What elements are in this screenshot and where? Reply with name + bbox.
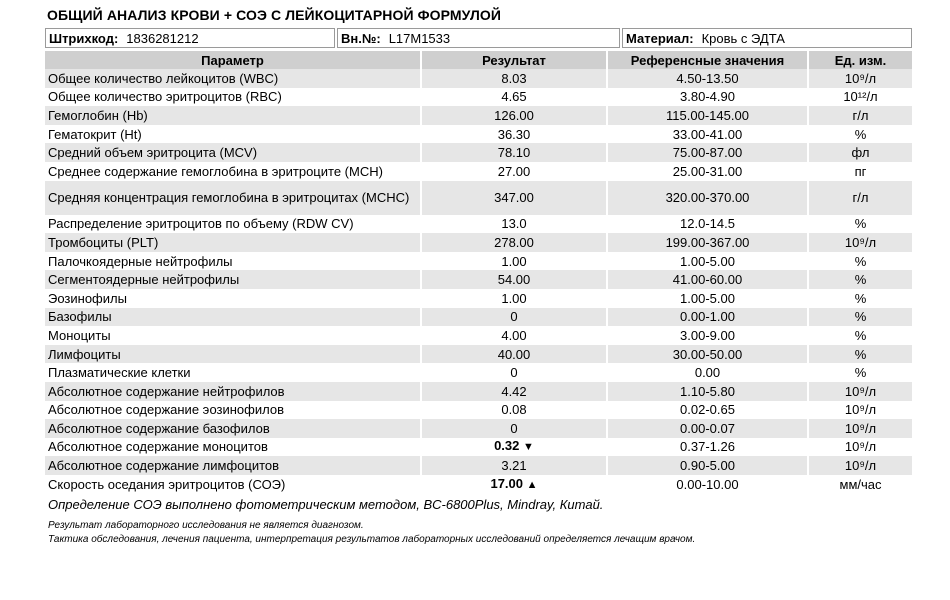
cell-ref: 0.37-1.26: [607, 438, 808, 457]
cell-unit: г/л: [808, 106, 912, 125]
table-row: [45, 419, 912, 438]
cell-param: Среднее содержание гемоглобина в эритроците (MCH): [45, 162, 421, 181]
cell-param: Средняя концентрация гемоглобина в эритроцитах (MCHC): [45, 181, 421, 215]
disclaimer-diagnosis: Результат лабораторного исследования не является диагнозом.: [48, 520, 364, 531]
cell-unit: %: [808, 270, 912, 289]
table-row: [45, 143, 912, 162]
table-row: [45, 345, 912, 364]
cell-param: Общее количество эритроцитов (RBC): [45, 88, 421, 107]
cell-param: Сегментоядерные нейтрофилы: [45, 270, 421, 289]
material-field: [622, 28, 912, 48]
table-row: [45, 252, 912, 271]
cell-unit: г/л: [808, 181, 912, 215]
cell-ref: 41.00-60.00: [607, 270, 808, 289]
arrow-up-icon: ▲: [526, 478, 538, 491]
cell-unit: 10⁹/л: [808, 69, 912, 88]
cell-result: 40.00: [421, 345, 607, 364]
cell-param: Абсолютное содержание базофилов: [45, 419, 421, 438]
column-header-param: Параметр: [45, 51, 421, 69]
cell-ref: 0.00-10.00: [607, 475, 808, 494]
cell-result: 1.00: [421, 289, 607, 308]
table-row: [45, 106, 912, 125]
cell-ref: 0.00: [607, 363, 808, 382]
cell-unit: %: [808, 125, 912, 144]
table-row: [45, 382, 912, 401]
column-header-ref: Референсные значения: [607, 51, 808, 69]
method-note: Определение СОЭ выполнено фотометрическим методом, BC-6800Plus, Mindray, Китай.: [48, 497, 604, 512]
cell-result: 36.30: [421, 125, 607, 144]
barcode-field: [45, 28, 335, 48]
cell-result: 27.00: [421, 162, 607, 181]
cell-result: 0.08: [421, 401, 607, 420]
cell-unit: 10⁹/л: [808, 401, 912, 420]
cell-result: 0: [421, 419, 607, 438]
cell-ref: 75.00-87.00: [607, 143, 808, 162]
cell-result: 8.03: [421, 69, 607, 88]
table-header-row: [45, 51, 912, 69]
cell-unit: %: [808, 215, 912, 234]
table-row: [45, 308, 912, 327]
table-row: [45, 363, 912, 382]
cell-result: 4.42: [421, 382, 607, 401]
cell-unit: 10⁹/л: [808, 382, 912, 401]
table-row: [45, 215, 912, 234]
cell-param: Палочкоядерные нейтрофилы: [45, 252, 421, 271]
cell-result: 278.00: [421, 233, 607, 252]
cell-unit: 10⁹/л: [808, 438, 912, 457]
cell-param: Моноциты: [45, 326, 421, 345]
cell-ref: 320.00-370.00: [607, 181, 808, 215]
cell-ref: 1.00-5.00: [607, 252, 808, 271]
cell-param: Гематокрит (Ht): [45, 125, 421, 144]
table-row: [45, 456, 912, 475]
material-value: Кровь с ЭДТА: [701, 31, 785, 46]
cell-param: Лимфоциты: [45, 345, 421, 364]
cell-unit: %: [808, 363, 912, 382]
cell-ref: 115.00-145.00: [607, 106, 808, 125]
internal-number-label: Вн.№:: [341, 31, 381, 46]
cell-unit: мм/час: [808, 475, 912, 494]
cell-ref: 0.90-5.00: [607, 456, 808, 475]
cell-result: 54.00: [421, 270, 607, 289]
cell-ref: 3.00-9.00: [607, 326, 808, 345]
cell-ref: 4.50-13.50: [607, 69, 808, 88]
cell-ref: 0.00-1.00: [607, 308, 808, 327]
table-row: [45, 475, 912, 494]
cell-ref: 199.00-367.00: [607, 233, 808, 252]
cell-unit: 10⁹/л: [808, 456, 912, 475]
table-row: [45, 233, 912, 252]
table-row: [45, 69, 912, 88]
barcode-label: Штрихкод:: [49, 31, 119, 46]
cell-unit: 10¹²/л: [808, 88, 912, 107]
cell-unit: %: [808, 345, 912, 364]
cell-result: 4.00: [421, 326, 607, 345]
cell-param: Эозинофилы: [45, 289, 421, 308]
table-row: [45, 401, 912, 420]
table-row: [45, 181, 912, 215]
internal-number-field: [337, 28, 620, 48]
cell-ref: 0.02-0.65: [607, 401, 808, 420]
cell-param: Абсолютное содержание эозинофилов: [45, 401, 421, 420]
cell-unit: 10⁹/л: [808, 419, 912, 438]
cell-result: 0: [421, 363, 607, 382]
cell-result: 347.00: [421, 181, 607, 215]
cell-unit: 10⁹/л: [808, 233, 912, 252]
cell-ref: 33.00-41.00: [607, 125, 808, 144]
cell-result: 78.10: [421, 143, 607, 162]
cell-result: 0: [421, 308, 607, 327]
cell-ref: 3.80-4.90: [607, 88, 808, 107]
cell-result: 3.21: [421, 456, 607, 475]
cell-param: Скорость оседания эритроцитов (СОЭ): [45, 475, 421, 494]
result-value: 17.00: [490, 475, 524, 491]
column-header-result: Результат: [421, 51, 607, 69]
internal-number-value: L17M1533: [388, 31, 451, 46]
cell-result: 4.65: [421, 88, 607, 107]
column-header-unit: Ед. изм.: [808, 51, 912, 69]
table-row: [45, 88, 912, 107]
table-row: [45, 162, 912, 181]
report-title: ОБЩИЙ АНАЛИЗ КРОВИ + СОЭ С ЛЕЙКОЦИТАРНОЙ ФОРМУЛОЙ: [47, 7, 502, 23]
cell-unit: %: [808, 289, 912, 308]
cell-ref: 1.00-5.00: [607, 289, 808, 308]
cell-unit: пг: [808, 162, 912, 181]
cell-unit: %: [808, 326, 912, 345]
cell-param: Тромбоциты (PLT): [45, 233, 421, 252]
table-row: [45, 270, 912, 289]
cell-ref: 1.10-5.80: [607, 382, 808, 401]
cell-unit: %: [808, 252, 912, 271]
cell-ref: 25.00-31.00: [607, 162, 808, 181]
results-body: [45, 69, 912, 493]
cell-result: 13.0: [421, 215, 607, 234]
result-value: 0.32: [494, 438, 520, 454]
barcode-value: 1836281212: [126, 31, 199, 46]
table-row: [45, 438, 912, 457]
cell-result: [421, 475, 607, 494]
cell-param: Средний объем эритроцита (MCV): [45, 143, 421, 162]
table-row: [45, 289, 912, 308]
cell-param: Абсолютное содержание нейтрофилов: [45, 382, 421, 401]
table-row: [45, 125, 912, 144]
cell-result: 126.00: [421, 106, 607, 125]
cell-param: Абсолютное содержание моноцитов: [45, 438, 421, 457]
results-table: [45, 51, 912, 493]
cell-ref: 30.00-50.00: [607, 345, 808, 364]
arrow-down-icon: ▼: [523, 441, 534, 454]
cell-ref: 0.00-0.07: [607, 419, 808, 438]
cell-result: [421, 438, 607, 457]
cell-unit: фл: [808, 143, 912, 162]
cell-unit: %: [808, 308, 912, 327]
cell-ref: 12.0-14.5: [607, 215, 808, 234]
cell-param: Базофилы: [45, 308, 421, 327]
cell-param: Гемоглобин (Hb): [45, 106, 421, 125]
cell-param: Абсолютное содержание лимфоцитов: [45, 456, 421, 475]
cell-param: Плазматические клетки: [45, 363, 421, 382]
disclaimer-interpretation: Тактика обследования, лечения пациента, интерпретация результатов лабораторных исследований определяется лечащим врачом.: [48, 534, 696, 545]
table-row: [45, 326, 912, 345]
material-label: Материал:: [626, 31, 694, 46]
cell-result: 1.00: [421, 252, 607, 271]
cell-param: Общее количество лейкоцитов (WBC): [45, 69, 421, 88]
cell-param: Распределение эритроцитов по объему (RDW CV): [45, 215, 421, 234]
